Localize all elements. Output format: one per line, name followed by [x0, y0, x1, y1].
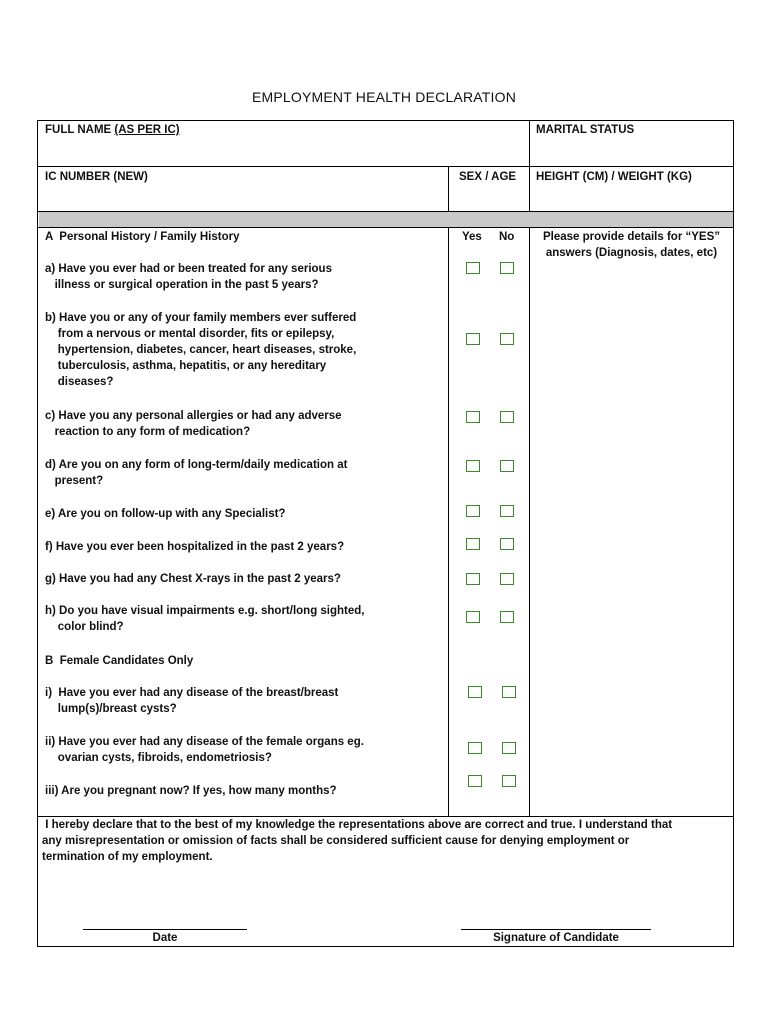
yes-column-label: Yes	[462, 231, 482, 243]
question-a-yes-checkbox[interactable]	[466, 262, 480, 274]
question-iii: iii) Are you pregnant now? If yes, how many months?	[45, 785, 337, 797]
question-ii: ii) Have you ever had any disease of the female organs eg. ovarian cysts, fibroids, endometriosis?	[45, 736, 364, 764]
divider	[38, 166, 733, 167]
marital-status-label: MARITAL STATUS	[536, 124, 635, 136]
question-b-yes-checkbox[interactable]	[466, 333, 480, 345]
question-g-yes-checkbox[interactable]	[466, 573, 480, 585]
question-ii-no-checkbox[interactable]	[502, 742, 516, 754]
question-a: a) Have you ever had or been treated for any serious illness or surgical operation in the past 5 years?	[45, 263, 332, 291]
question-f: f) Have you ever been hospitalized in the past 2 years?	[45, 541, 345, 553]
question-c-yes-checkbox[interactable]	[466, 411, 480, 423]
sex-age-label: SEX / AGE	[459, 171, 517, 183]
divider	[38, 227, 733, 228]
declaration-text: I hereby declare that to the best of my knowledge the representations above are correct and true. I understand that any misrepresentation or omission of facts shall be considered sufficient cause for denying employment or termination of my employment.	[42, 819, 673, 863]
question-c: c) Have you any personal allergies or had any adverse reaction to any form of medication?	[45, 410, 342, 438]
question-i-no-checkbox[interactable]	[502, 686, 516, 698]
date-label: Date	[152, 932, 178, 944]
section-separator-band	[39, 212, 733, 227]
question-b-no-checkbox[interactable]	[500, 333, 514, 345]
question-d: d) Are you on any form of long-term/daily medication at present?	[45, 459, 348, 487]
question-f-yes-checkbox[interactable]	[466, 538, 480, 550]
ic-number-label: IC NUMBER (NEW)	[45, 171, 148, 183]
question-iii-no-checkbox[interactable]	[502, 775, 516, 787]
question-e-yes-checkbox[interactable]	[466, 505, 480, 517]
question-ii-yes-checkbox[interactable]	[468, 742, 482, 754]
health-declaration-form	[37, 120, 734, 947]
full-name-label: FULL NAME (AS PER IC)	[45, 124, 180, 136]
height-weight-label: HEIGHT (CM) / WEIGHT (KG)	[536, 171, 692, 183]
question-e-no-checkbox[interactable]	[500, 505, 514, 517]
question-e: e) Are you on follow-up with any Specialist?	[45, 508, 286, 520]
question-a-no-checkbox[interactable]	[500, 262, 514, 274]
no-column-label: No	[499, 231, 515, 243]
question-d-yes-checkbox[interactable]	[466, 460, 480, 472]
question-d-no-checkbox[interactable]	[500, 460, 514, 472]
page-title: EMPLOYMENT HEALTH DECLARATION	[251, 89, 517, 105]
question-g: g) Have you had any Chest X-rays in the past 2 years?	[45, 573, 341, 585]
question-f-no-checkbox[interactable]	[500, 538, 514, 550]
question-b: b) Have you or any of your family members ever suffered from a nervous or mental disorder, fits or epilepsy, hypertension, diabetes, cancer, heart diseases, stroke, tuberculosis, asthma, hepatitis, or any hereditary diseases?	[45, 312, 357, 388]
question-i: i) Have you ever had any disease of the breast/breast lump(s)/breast cysts?	[45, 687, 339, 715]
question-c-no-checkbox[interactable]	[500, 411, 514, 423]
candidate-signature-label: Signature of Candidate	[493, 932, 619, 944]
question-h-yes-checkbox[interactable]	[466, 611, 480, 623]
divider	[529, 227, 530, 816]
divider	[448, 166, 449, 211]
question-iii-yes-checkbox[interactable]	[468, 775, 482, 787]
question-h: h) Do you have visual impairments e.g. short/long sighted, color blind?	[45, 605, 365, 633]
details-column-label: Please provide details for “YES” answers (Diagnosis, dates, etc)	[542, 231, 721, 259]
question-i-yes-checkbox[interactable]	[468, 686, 482, 698]
section-b-heading: B Female Candidates Only	[45, 655, 194, 667]
question-h-no-checkbox[interactable]	[500, 611, 514, 623]
divider	[448, 227, 449, 816]
section-a-heading: A Personal History / Family History	[45, 231, 240, 243]
question-g-no-checkbox[interactable]	[500, 573, 514, 585]
